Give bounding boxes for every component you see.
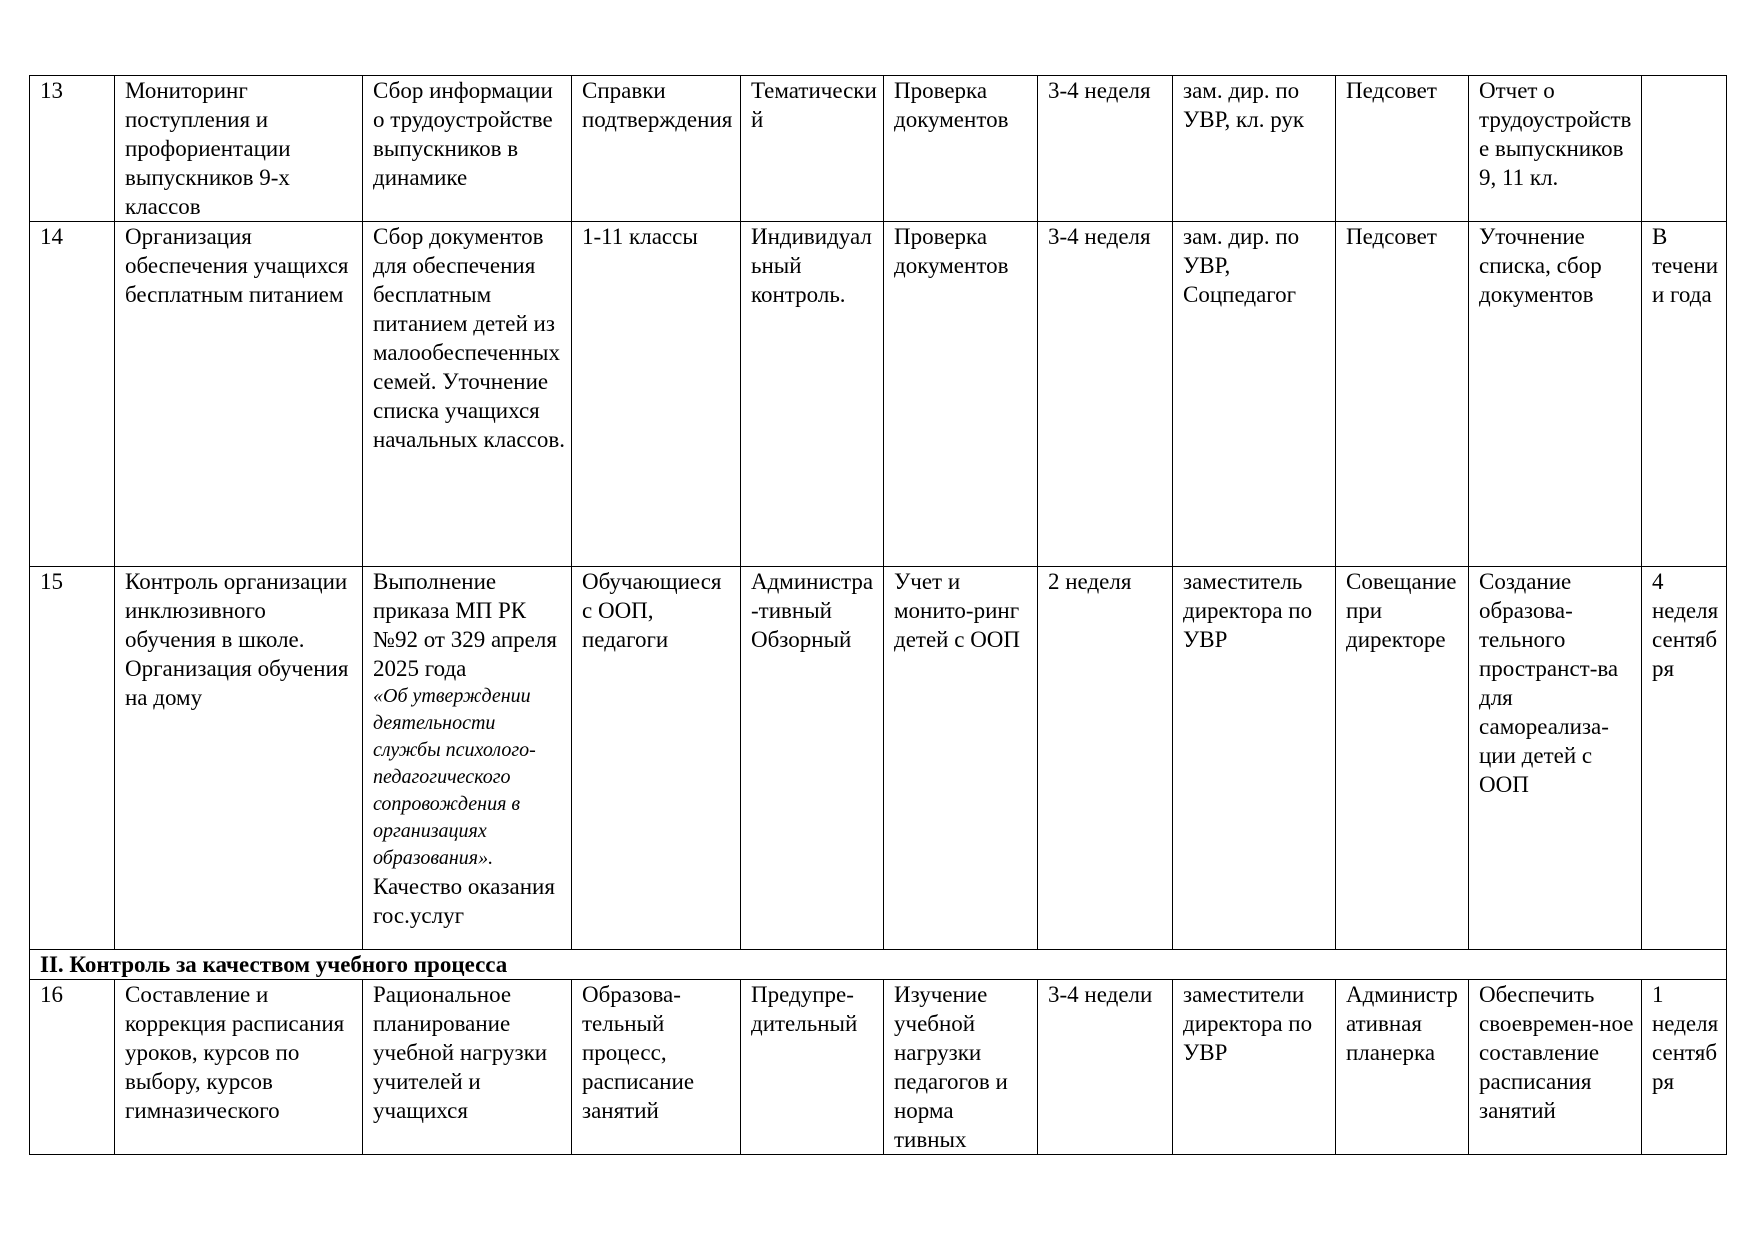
control-time: 3-4 недели: [1038, 980, 1173, 1155]
control-time: 3-4 неделя: [1038, 222, 1173, 567]
responsible: зам. дир. по УВР, кл. рук: [1173, 76, 1336, 222]
control-content: Рациональное планирование учебной нагрузки учителей и учащихся: [363, 980, 572, 1155]
control-type: Администра-тивный Обзорный: [741, 567, 884, 950]
review-venue: Педсовет: [1336, 76, 1469, 222]
result: Уточнение списка, сбор документов: [1469, 222, 1642, 567]
row-number: 15: [30, 567, 115, 950]
section-row: [30, 950, 1727, 980]
control-method: Учет и монито-ринг детей с ООП: [884, 567, 1038, 950]
control-type: Индивидуальный контроль.: [741, 222, 884, 567]
control-content: Сбор информации о трудоустройстве выпускников в динамике: [363, 76, 572, 222]
control-object: Обучающиеся с ООП, педагоги: [572, 567, 741, 950]
table-row: [30, 567, 1727, 950]
row-number: 16: [30, 980, 115, 1155]
review-venue: Совещание при директоре: [1336, 567, 1469, 950]
period: 4 неделя сентября: [1642, 567, 1727, 950]
responsible: заместители директора по УВР: [1173, 980, 1336, 1155]
control-topic: Мониторинг поступления и профориентации выпускников 9-х классов: [115, 76, 363, 222]
order-reference: Выполнение приказа МП РК №92 от 329 апреля 2025 года: [373, 569, 557, 681]
review-venue: Административная планерка: [1336, 980, 1469, 1155]
control-topic: Составление и коррекция расписания уроков, курсов по выбору, курсов гимназического: [115, 980, 363, 1155]
period: [1642, 76, 1727, 222]
responsible: заместитель директора по УВР: [1173, 567, 1336, 950]
service-quality-note: Качество оказания гос.услуг: [373, 874, 555, 928]
order-title-italic: «Об утверждении деятельности службы психолого-педагогического сопровождения в организациях образования».: [373, 685, 536, 869]
period: В течении года: [1642, 222, 1727, 567]
control-content: Сбор документов для обеспечения бесплатным питанием детей из малообеспеченных семей. Уточнение списка учащихся начальных классов.: [363, 222, 572, 567]
control-method: Изучение учебной нагрузки педагогов и норма тивных: [884, 980, 1038, 1155]
document-page: [29, 75, 1727, 1155]
control-type: Предупре-дительный: [741, 980, 884, 1155]
control-plan-table: [29, 75, 1727, 1155]
result: Отчет о трудоустройстве выпускников 9, 11 кл.: [1469, 76, 1642, 222]
table-row: [30, 76, 1727, 222]
control-topic: Организация обеспечения учащихся бесплатным питанием: [115, 222, 363, 567]
result: Обеспечить своевремен-ное составление расписания занятий: [1469, 980, 1642, 1155]
control-type: Тематический: [741, 76, 884, 222]
result: Создание образова-тельного пространст-ва для самореализа-ции детей с ООП: [1469, 567, 1642, 950]
responsible: зам. дир. по УВР, Соцпедагог: [1173, 222, 1336, 567]
section-title: II. Контроль за качеством учебного процесса: [30, 950, 1727, 980]
control-object: Справки подтверждения: [572, 76, 741, 222]
row-number: 13: [30, 76, 115, 222]
row-number: 14: [30, 222, 115, 567]
control-method: Проверка документов: [884, 222, 1038, 567]
control-topic: Контроль организации инклюзивного обучения в школе. Организация обучения на дому: [115, 567, 363, 950]
table-row: [30, 980, 1727, 1155]
control-time: 2 неделя: [1038, 567, 1173, 950]
control-object: Образова-тельный процесс, расписание занятий: [572, 980, 741, 1155]
period: 1 неделя сентября: [1642, 980, 1727, 1155]
control-content: [363, 567, 572, 950]
review-venue: Педсовет: [1336, 222, 1469, 567]
control-method: Проверка документов: [884, 76, 1038, 222]
table-row: [30, 222, 1727, 567]
control-time: 3-4 неделя: [1038, 76, 1173, 222]
control-object: 1-11 классы: [572, 222, 741, 567]
